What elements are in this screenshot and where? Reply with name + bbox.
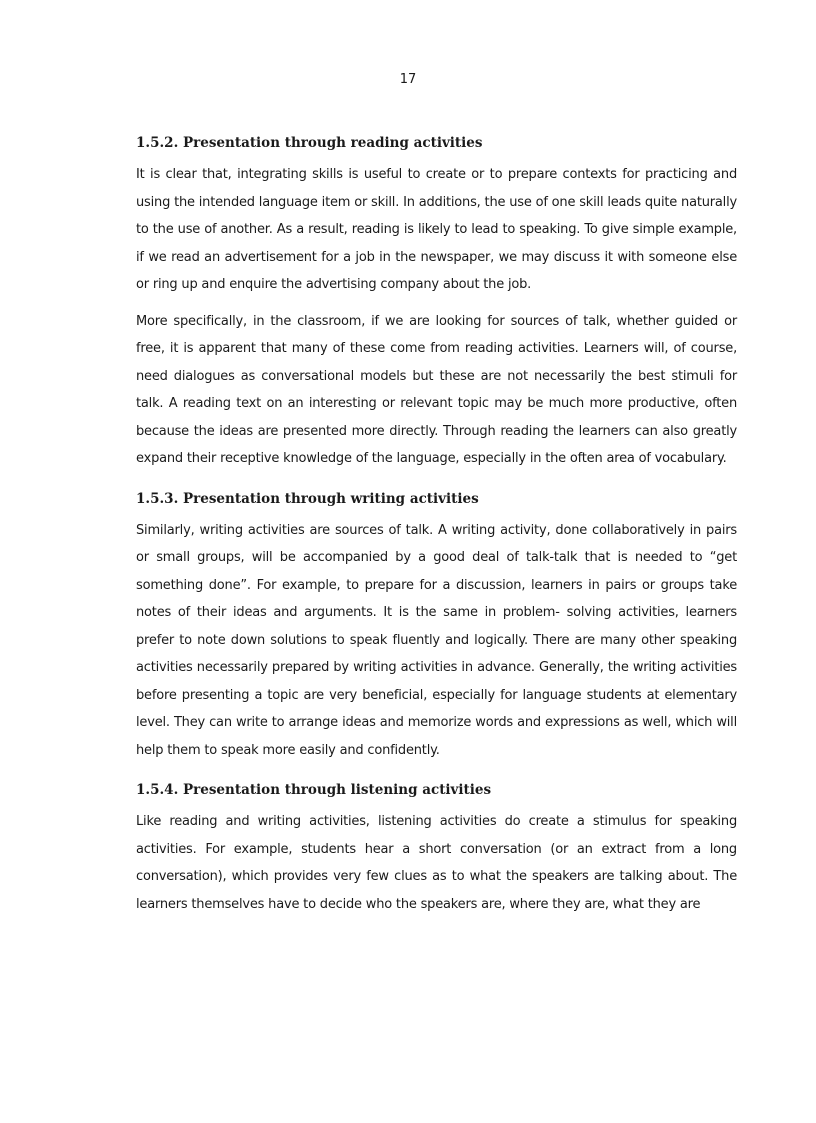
section-heading: 1.5.2. Presentation through reading activities [136, 135, 483, 151]
paragraph: More specifically, in the classroom, if we are looking for sources of talk, whether guided or free, it is apparent that many of these come from reading activities. Learners will, of course, need dialogues as conversational models but these are not necessarily the best stimuli for talk. A reading text on an interesting or relevant topic may be much more productive, often because the ideas are presented more directly. Through reading the learners can also greatly expand their receptive knowledge of the language, especially in the often area of vocabulary. [136, 313, 737, 466]
page-number: 17 [399, 72, 417, 87]
section-listening [136, 781, 737, 918]
section-writing [136, 490, 737, 765]
section-heading: 1.5.4. Presentation through listening activities [136, 782, 492, 798]
paragraph: Similarly, writing activities are sources of talk. A writing activity, done collaboratively in pairs or small groups, will be accompanied by a good deal of talk-talk that is needed to “get something done”. For example, to prepare for a discussion, learners in pairs or groups take notes of their ideas and arguments. It is the same in problem- solving activities, learners prefer to note down solutions to speak fluently and logically. There are many other speaking activities necessarily prepared by writing activities in advance. Generally, the writing activities before presenting a topic are very beneficial, especially for language students at elementary level. They can write to arrange ideas and memorize words and expressions as well, which will help them to speak more easily and confidently. [136, 522, 737, 758]
page-content [136, 134, 737, 918]
paragraph: It is clear that, integrating skills is useful to create or to prepare contexts for practicing and using the intended language item or skill. In additions, the use of one skill leads quite naturally to the use of another. As a result, reading is likely to lead to speaking. To give simple example, if we read an advertisement for a job in the newspaper, we may discuss it with someone else or ring up and enquire the advertising company about the job. [136, 167, 737, 292]
paragraph: Like reading and writing activities, listening activities do create a stimulus for speaking activities. For example, students hear a short conversation (or an extract from a long conversation), which provides very few clues as to what the speakers are talking about. The learners themselves have to decide who the speakers are, where they are, what they are [136, 814, 737, 912]
section-reading [136, 134, 737, 473]
section-heading: 1.5.3. Presentation through writing activities [136, 490, 479, 507]
